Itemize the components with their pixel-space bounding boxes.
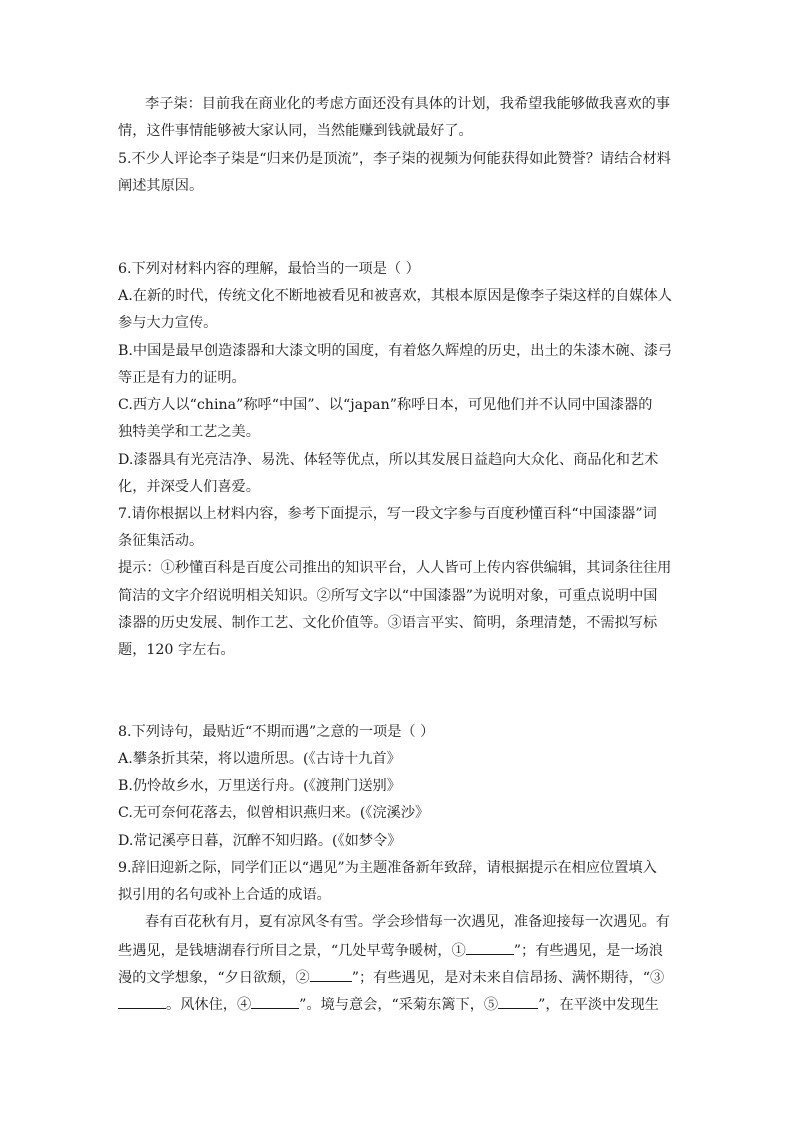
question-9-passage-line-3: [118, 967, 664, 988]
passage-text: 。风休住，④: [166, 997, 252, 1013]
passage-text: 漫的文学想象，“夕日欲颓，②: [118, 970, 310, 986]
question-8-option-d: D.常记溪亭日暮，沉醉不知归路。(《如梦令》: [118, 833, 402, 849]
question-9-passage-line-2: [118, 940, 663, 961]
question-7-line-2: 条征集活动。: [118, 533, 204, 549]
interview-line-1: 李子柒：目前我在商业化的考虑方面还没有具体的计划，我希望我能够做我喜欢的事: [145, 96, 670, 112]
fill-blank-1[interactable]: [466, 940, 514, 955]
question-7-tip-line-3: 漆器的历史发展、制作工艺、文化价值等。③语言平实、简明，条理清楚，不需拟写标: [118, 615, 658, 631]
passage-text: ”。境与意会，“采菊东篱下，⑤: [299, 997, 499, 1013]
question-7-line-1: 7.请你根据以上材料内容，参考下面提示，写一段文字参与百度秒懂百科“中国漆器”词: [118, 506, 657, 522]
question-9-line-1: 9.辞旧迎新之际，同学们正以“遇见”为主题准备新年致辞，请根据提示在相应位置填入: [118, 860, 657, 876]
passage-text: ”；有些遇见，是对未来自信昂扬、满怀期待，“③: [351, 970, 665, 986]
question-8-option-b: B.仍怜故乡水，万里送行舟。(《渡荆门送别》: [118, 778, 401, 794]
question-6-stem: 6.下列对材料内容的理解，最恰当的一项是（ ）: [118, 261, 420, 277]
question-8-stem: 8.下列诗句，最贴近“不期而遇”之意的一项是（ ）: [118, 724, 435, 740]
question-9-passage-line-4: [118, 994, 659, 1015]
passage-text: ”；有些遇见，是一场浪: [513, 943, 663, 959]
question-6-option-d-line-2: 化，并深受人们喜爱。: [118, 479, 260, 495]
question-8-option-a: A.攀条折其荣，将以遗所思。(《古诗十九首》: [118, 751, 401, 767]
question-6-option-c-line-2: 独特美学和工艺之美。: [118, 424, 260, 440]
fill-blank-4[interactable]: [251, 994, 299, 1009]
question-7-tip-line-1: 提示：①秒懂百科是百度公司推出的知识平台，人人皆可上传内容供编辑，其词条往往用: [118, 560, 672, 576]
question-6-option-c-line-1: C.西方人以“china”称呼“中国”、以“japan”称呼日本，可见他们并不认同中国漆器的: [118, 397, 653, 413]
question-5-line-1: 5.不少人评论李子柒是“归来仍是顶流”，李子柒的视频为何能获得如此赞誉？请结合材料: [118, 151, 671, 167]
question-5-line-2: 阐述其原因。: [118, 178, 204, 194]
interview-line-2: 情，这件事情能够被大家认同，当然能赚到钱就最好了。: [118, 123, 473, 139]
passage-text: ”，在平淡中发现生: [538, 997, 659, 1013]
fill-blank-5[interactable]: [498, 994, 538, 1009]
question-7-tip-line-2: 简洁的文字介绍说明相关知识。②所写文字以“中国漆器”为说明对象，可重点说明中国: [118, 588, 658, 604]
question-6-option-a-line-2: 参与大力宣传。: [118, 315, 218, 331]
question-7-tip-line-4: 题，120 字左右。: [118, 642, 235, 658]
question-6-option-b-line-1: B.中国是最早创造漆器和大漆文明的国度，有着悠久辉煌的历史，出土的朱漆木碗、漆弓: [118, 343, 673, 359]
fill-blank-3[interactable]: [118, 994, 166, 1009]
question-9-passage-line-1: 春有百花秋有月，夏有凉风冬有雪。学会珍惜每一次遇见，准备迎接每一次遇见。有: [145, 914, 670, 930]
question-6-option-d-line-1: D.漆器具有光亮洁净、易洗、体轻等优点，所以其发展日益趋向大众化、商品化和艺术: [118, 452, 659, 468]
passage-text: 些遇见，是钱塘湖春行所目之景，“几处早莺争暖树，①: [118, 943, 466, 959]
question-6-option-a-line-1: A.在新的时代，传统文化不断地被看见和被喜欢，其根本原因是像李子柒这样的自媒体人: [118, 288, 672, 304]
question-6-option-b-line-2: 等正是有力的证明。: [118, 370, 246, 386]
question-8-option-c: C.无可奈何花落去，似曾相识燕归来。(《浣溪沙》: [118, 805, 430, 821]
question-9-line-2: 拟引用的名句或补上合适的成语。: [118, 887, 331, 903]
fill-blank-2[interactable]: [310, 967, 352, 982]
